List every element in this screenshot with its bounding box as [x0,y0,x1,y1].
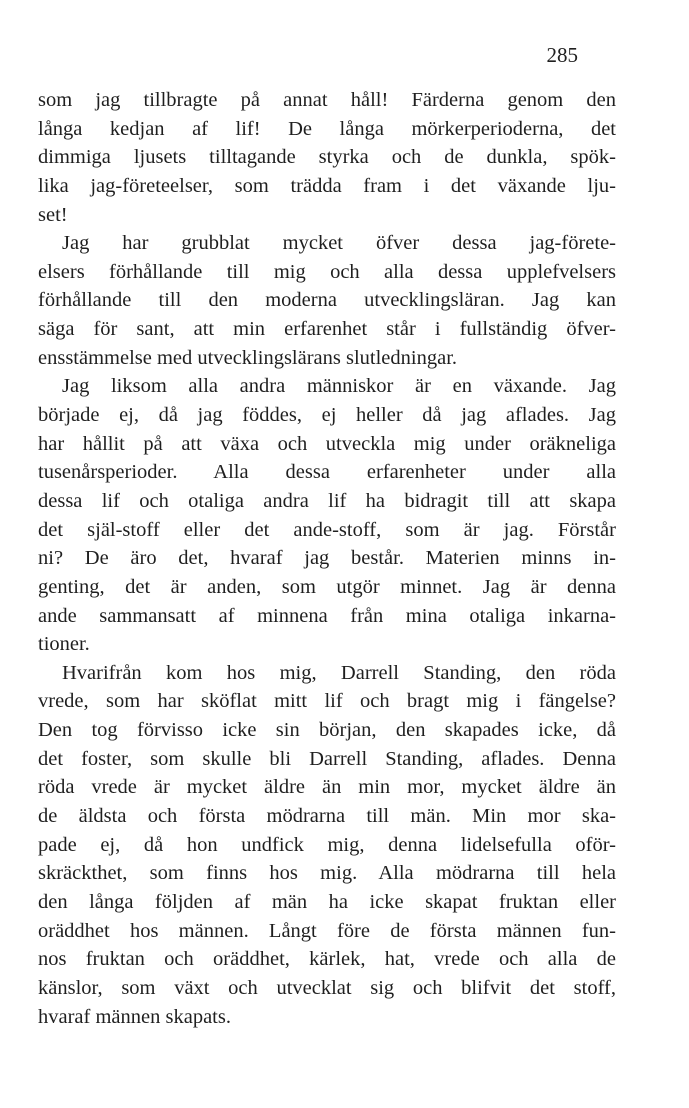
text-line: vrede, som har sköflat mitt lif och bragt mig i fängelse? [38,690,616,713]
text-line: började ej, då jag föddes, ej heller då jag aflades. Jag [38,404,616,427]
text-line: ande sammansatt af minnena från mina otaliga inkarna- [38,604,616,627]
text-line: pade ej, då hon undfick mig, denna lidelsefulla oför- [38,833,616,856]
page-number: 285 [546,43,578,67]
text-line: Hvarifrån kom hos mig, Darrell Standing, den röda [62,661,616,684]
text-line: ensstämmelse med utvecklingslärans slutledningar. [38,346,458,369]
text-line: som jag tillbragte på annat håll! Färderna genom den [38,89,616,111]
text-line: nos fruktan och oräddhet, kärlek, hat, vrede och alla de [38,948,616,971]
text-line: lika jag-företeelser, som trädda fram i det växande lju- [38,174,616,197]
text-line: det foster, som skulle bli Darrell Standing, aflades. Denna [38,747,616,770]
text-line: det själ-stoff eller det ande-stoff, som är jag. Förstår [38,518,616,541]
text-line: Jag liksom alla andra människor är en växande. Jag [62,375,616,398]
text-line: set! [38,203,68,226]
text-line: säga för sant, att min erfarenhet står i fullständig öfver- [38,318,616,341]
text-line: ni? De äro det, hvaraf jag består. Materien minns in- [38,547,616,570]
text-line: elsers förhållande till mig och alla dessa upplefvelsers [38,260,616,283]
text-line: dessa lif och otaliga andra lif ha bidragit till att skapa [38,489,616,512]
text-line: de äldsta och första mödrarna till män. Min mor ska- [38,805,616,828]
text-line: den långa följden af män ha icke skapat fruktan eller [38,890,616,913]
body-text [38,86,616,1031]
text-line: tusenårsperioder. Alla dessa erfarenheter under alla [38,461,616,484]
text-line: skräckthet, som finns hos mig. Alla mödrarna till hela [38,862,616,885]
text-line: oräddhet hos männen. Långt före de första männen fun- [38,919,616,942]
text-line: Jag har grubblat mycket öfver dessa jag-förete- [62,232,616,255]
text-line: långa kedjan af lif! De långa mörkerperioderna, det [38,117,616,140]
text-line: tioner. [38,633,90,656]
text-line: dimmiga ljusets tilltagande styrka och de dunkla, spök- [38,146,616,169]
text-line: hvaraf männen skapats. [38,1005,231,1028]
text-line: röda vrede är mycket äldre än min mor, mycket äldre än [38,776,616,799]
text-line: genting, det är anden, som utgör minnet. Jag är denna [38,575,616,598]
text-line: känslor, som växt och utvecklat sig och blifvit det stoff, [38,976,616,999]
text-line: Den tog förvisso icke sin början, den skapades icke, då [38,719,616,742]
text-line: har hållit på att växa och utveckla mig under oräkneliga [38,432,616,455]
text-line: förhållande till den moderna utvecklingsläran. Jag kan [38,289,616,312]
